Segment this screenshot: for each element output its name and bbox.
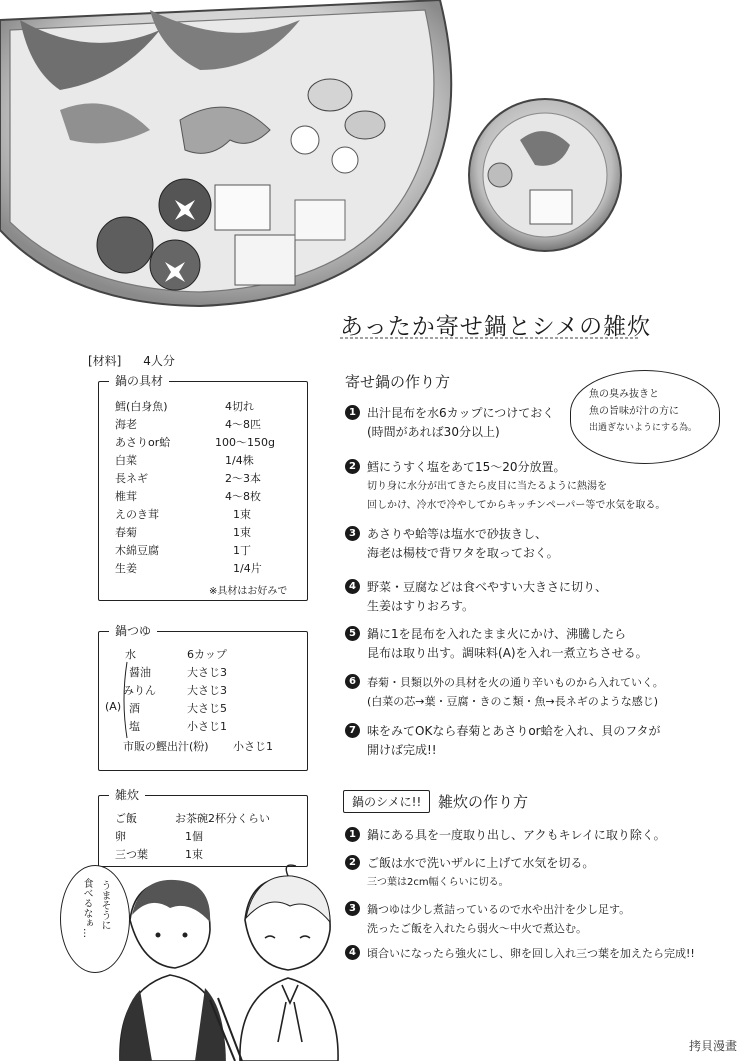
- ingredient-row: 長ネギ 2～3本: [115, 472, 261, 485]
- ingredients-label: [材料]: [88, 354, 122, 368]
- ingredient-row: 春菊 1束: [115, 526, 251, 539]
- watermark: 拷貝漫畫: [686, 1036, 740, 1055]
- step-number: 3: [345, 901, 360, 916]
- porridge-row: 三つ葉 1束: [115, 848, 203, 861]
- broth-row: 市販の鰹出汁(粉) 小さじ1: [123, 740, 273, 753]
- broth-row: 塩 小さじ1: [129, 720, 227, 733]
- porridge-label: 雑炊: [109, 786, 145, 803]
- porridge-box: [98, 788, 308, 867]
- broth-bracket: [119, 660, 129, 740]
- porridge-row: ご飯 お茶碗2杯分くらい: [115, 812, 270, 825]
- broth-row: 醤油 大さじ3: [129, 666, 227, 679]
- broth-row: みりん 大さじ3: [123, 684, 227, 697]
- step-number: 1: [345, 405, 360, 420]
- step-number: 2: [345, 459, 360, 474]
- ingredient-row: 海老 4～8匹: [115, 418, 261, 431]
- ingredient-row: 木綿豆腐 1丁: [115, 544, 251, 557]
- step-number: 3: [345, 526, 360, 541]
- broth-box: [98, 624, 308, 771]
- tip-line: 魚の臭み抜きと: [589, 389, 659, 400]
- pot-ingredients-label: 鍋の具材: [109, 372, 169, 389]
- title-underline: [340, 336, 640, 340]
- tip-line: 出過ぎないようにする為。: [589, 423, 698, 433]
- step-number: 5: [345, 626, 360, 641]
- ingredient-row: 白菜 1/4株: [115, 454, 254, 467]
- ingredients-heading: [88, 352, 193, 369]
- step-number: 4: [345, 945, 360, 960]
- recipe-title: あったか寄せ鍋とシメの雑炊: [340, 314, 652, 340]
- pot-ingredients-box: [98, 374, 308, 601]
- zousui-method-title: 雑炊の作り方: [438, 793, 529, 811]
- broth-group-mark: (A): [105, 700, 122, 713]
- ingredient-row: あさりor蛤 100～150g: [115, 436, 275, 449]
- hot-pot-illustration: [0, 0, 748, 320]
- step-number: 1: [345, 827, 360, 842]
- speech-bubble: [60, 865, 130, 973]
- tip-line: 魚の旨味が汁の方に: [589, 406, 679, 417]
- ingredient-row: えのき茸 1束: [115, 508, 251, 521]
- servings-label: 4人分: [143, 354, 175, 368]
- porridge-row: 卵 1個: [115, 830, 203, 843]
- ingredient-row: 椎茸 4～8枚: [115, 490, 261, 503]
- broth-row: 酒 大さじ5: [129, 702, 227, 715]
- step-number: 6: [345, 674, 360, 689]
- tip-cloud: [570, 370, 720, 464]
- step-number: 4: [345, 579, 360, 594]
- step-number: 7: [345, 723, 360, 738]
- bubble-line: うまそうに: [99, 880, 110, 930]
- step-number: 2: [345, 855, 360, 870]
- shime-tag: 鍋のシメに!!: [343, 790, 430, 813]
- ingredient-row: 鱈(白身魚) 4切れ: [115, 400, 254, 413]
- ingredients-note: ※具材はお好みで: [209, 586, 288, 597]
- broth-label: 鍋つゆ: [109, 622, 157, 639]
- yosenabe-method-title: 寄せ鍋の作り方: [345, 373, 451, 391]
- ingredient-row: 生姜 1/4片: [115, 562, 262, 575]
- broth-row: 水 6カップ: [125, 648, 227, 661]
- bubble-line: 食べるなぁ…: [81, 878, 92, 938]
